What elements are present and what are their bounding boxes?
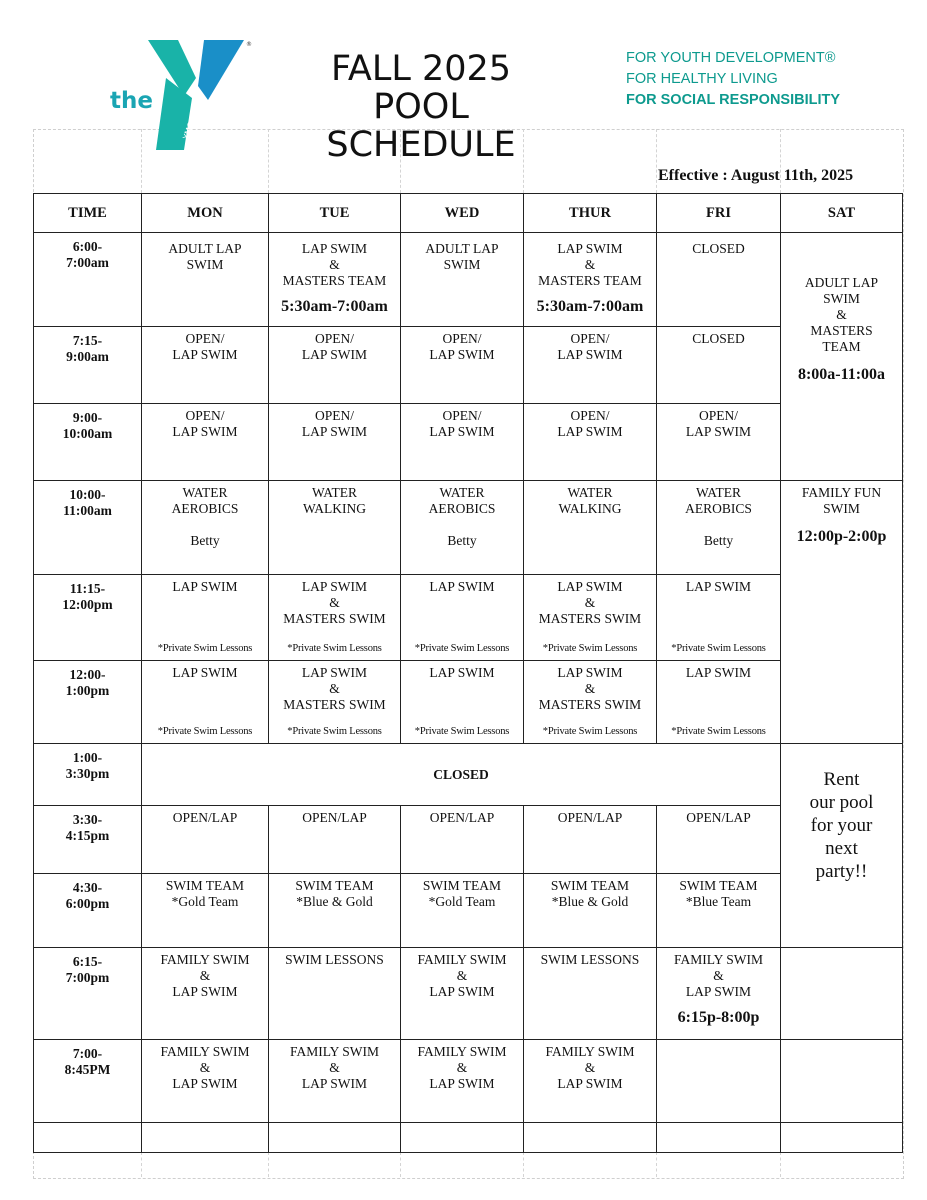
activity-text: OPEN/ LAP SWIM	[429, 331, 495, 362]
sat-activity: ADULT LAP SWIM & MASTERS TEAM	[804, 275, 879, 354]
header-fri: FRI	[657, 194, 781, 233]
guide-line	[523, 1152, 524, 1177]
time-slot: 6:15- 7:00pm	[34, 948, 142, 1040]
ymca-tagline	[626, 48, 840, 111]
table-row	[34, 744, 903, 806]
empty-cell	[269, 1123, 401, 1153]
header-sat: SAT	[781, 194, 903, 233]
time-slot: 3:30- 4:15pm	[34, 806, 142, 874]
table-row	[34, 233, 903, 327]
activity-text: FAMILY SWIM & LAP SWIM	[289, 1044, 380, 1091]
table-row	[34, 404, 903, 481]
table-row	[34, 575, 903, 661]
schedule-cell	[269, 327, 401, 404]
schedule-cell	[657, 575, 781, 661]
sat-block-midday	[781, 481, 903, 744]
table-row	[34, 327, 903, 404]
schedule-cell	[269, 575, 401, 661]
activity-text: CLOSED	[692, 241, 745, 256]
schedule-cell	[269, 481, 401, 575]
private-lessons-note: *Private Swim Lessons	[414, 726, 510, 737]
schedule-cell	[269, 661, 401, 744]
empty-cell	[524, 1123, 657, 1153]
schedule-cell	[269, 806, 401, 874]
activity-text: OPEN/LAP	[686, 810, 751, 825]
schedule-cell	[269, 948, 401, 1040]
schedule-cell	[269, 1040, 401, 1123]
activity-text: FAMILY SWIM & LAP SWIM	[160, 952, 250, 999]
logo-ymca-text: YMCA	[181, 116, 198, 141]
activity-text: ADULT LAP SWIM	[168, 241, 242, 272]
schedule-cell	[401, 661, 524, 744]
activity-text: SWIM TEAM *Blue & Gold	[550, 878, 630, 909]
schedule-cell	[269, 874, 401, 948]
activity-text: SWIM LESSONS	[540, 952, 640, 967]
schedule-cell	[524, 1040, 657, 1123]
schedule-cell	[781, 1040, 903, 1123]
schedule-cell	[657, 233, 781, 327]
activity-text: OPEN/LAP	[172, 810, 238, 825]
activity-time: 5:30am-7:00am	[536, 298, 644, 315]
activity-text: LAP SWIM & MASTERS TEAM	[538, 241, 642, 288]
header-wed: WED	[401, 194, 524, 233]
time-slot: 4:30- 6:00pm	[34, 874, 142, 948]
activity-text: OPEN/LAP	[302, 810, 367, 825]
table-row	[34, 481, 903, 575]
empty-cell	[657, 1123, 781, 1153]
schedule-cell	[401, 327, 524, 404]
title-line-3: SCHEDULE	[326, 125, 516, 165]
activity-text: LAP SWIM	[172, 579, 238, 594]
schedule-cell	[524, 806, 657, 874]
schedule-cell	[524, 481, 657, 575]
private-lessons-note: *Private Swim Lessons	[671, 726, 766, 737]
activity-text: LAP SWIM	[429, 579, 495, 594]
schedule-cell	[142, 1040, 269, 1123]
schedule-cell	[781, 948, 903, 1040]
empty-cell	[34, 1123, 142, 1153]
sat-activity-time: 8:00a-11:00a	[797, 366, 886, 383]
schedule-cell	[657, 948, 781, 1040]
schedule-cell	[142, 661, 269, 744]
activity-text: WATER AEROBICS Betty	[428, 485, 496, 548]
schedule-cell	[142, 806, 269, 874]
logo-y-right-arm	[198, 40, 244, 100]
schedule-cell	[524, 948, 657, 1040]
time-slot: 1:00- 3:30pm	[34, 744, 142, 806]
time-slot: 7:15- 9:00am	[34, 327, 142, 404]
activity-text: FAMILY SWIM & LAP SWIM	[545, 1044, 635, 1091]
header-time: TIME	[34, 194, 142, 233]
activity-text: OPEN/ LAP SWIM	[557, 408, 623, 439]
activity-text: LAP SWIM	[172, 665, 238, 680]
table-row	[34, 661, 903, 744]
activity-text: SWIM TEAM *Blue Team	[679, 878, 758, 909]
logo-the-text: the	[110, 88, 153, 114]
private-lessons-note: *Private Swim Lessons	[671, 643, 766, 654]
activity-text: OPEN/ LAP SWIM	[172, 331, 238, 362]
private-lessons-note: *Private Swim Lessons	[157, 643, 253, 654]
header-mon: MON	[142, 194, 269, 233]
activity-text: LAP SWIM & MASTERS TEAM	[282, 241, 387, 288]
closed-banner: CLOSED	[142, 744, 781, 806]
activity-text: SWIM TEAM *Gold Team	[422, 878, 502, 909]
header-thu: THUR	[524, 194, 657, 233]
svg-text:®: ®	[246, 41, 252, 48]
schedule-cell	[524, 874, 657, 948]
private-lessons-note: *Private Swim Lessons	[287, 726, 382, 737]
activity-text: WATER WALKING	[558, 485, 622, 516]
schedule-cell	[401, 575, 524, 661]
schedule-cell	[269, 404, 401, 481]
private-lessons-note: *Private Swim Lessons	[542, 643, 638, 654]
activity-text: LAP SWIM & MASTERS SWIM	[538, 665, 642, 712]
schedule-cell	[657, 874, 781, 948]
activity-text: ADULT LAP SWIM	[425, 241, 499, 272]
guide-line	[656, 129, 657, 193]
time-slot: 9:00- 10:00am	[34, 404, 142, 481]
table-row	[34, 948, 903, 1040]
schedule-cell	[657, 661, 781, 744]
activity-text: FAMILY SWIM & LAP SWIM	[417, 952, 507, 999]
activity-text: CLOSED	[692, 331, 745, 346]
activity-text: SWIM LESSONS	[285, 952, 384, 967]
schedule-cell	[142, 948, 269, 1040]
activity-text: FAMILY SWIM & LAP SWIM	[160, 1044, 250, 1091]
activity-text: OPEN/ LAP SWIM	[685, 408, 752, 439]
schedule-cell	[269, 233, 401, 327]
rent-pool-text: Rent our pool for your next party!!	[809, 769, 874, 882]
activity-text: FAMILY SWIM & LAP SWIM	[673, 952, 764, 999]
time-slot: 7:00- 8:45PM	[34, 1040, 142, 1123]
schedule-cell	[401, 1040, 524, 1123]
sat-rent-block	[781, 744, 903, 948]
pool-schedule-table	[33, 193, 903, 1153]
table-row	[34, 874, 903, 948]
guide-line	[656, 1152, 657, 1177]
header-row	[34, 194, 903, 233]
empty-cell	[781, 1123, 903, 1153]
guide-line	[400, 1152, 401, 1177]
schedule-cell	[524, 575, 657, 661]
activity-text: OPEN/ LAP SWIM	[172, 408, 238, 439]
sat-block-morning	[781, 233, 903, 481]
table-row	[34, 1040, 903, 1123]
schedule-cell	[401, 874, 524, 948]
schedule-cell	[657, 327, 781, 404]
private-lessons-note: *Private Swim Lessons	[542, 726, 638, 737]
time-slot: 12:00- 1:00pm	[34, 661, 142, 744]
schedule-cell	[657, 806, 781, 874]
sat-activity-time: 12:00p-2:00p	[796, 528, 887, 545]
activity-text: LAP SWIM	[429, 665, 495, 680]
activity-text: OPEN/ LAP SWIM	[557, 331, 623, 362]
time-slot: 10:00- 11:00am	[34, 481, 142, 575]
effective-date: Effective : August 11th, 2025	[658, 167, 854, 184]
schedule-cell	[524, 404, 657, 481]
schedule-cell	[142, 575, 269, 661]
guide-line	[780, 1152, 781, 1177]
activity-text: SWIM TEAM *Blue & Gold	[295, 878, 374, 909]
schedule-cell	[401, 806, 524, 874]
empty-cell	[142, 1123, 269, 1153]
activity-text: SWIM TEAM *Gold Team	[165, 878, 245, 909]
tagline-line: FOR HEALTHY LIVING	[626, 71, 778, 87]
schedule-cell	[657, 481, 781, 575]
activity-text: LAP SWIM	[685, 579, 752, 594]
sat-activity: FAMILY FUN SWIM	[801, 485, 882, 516]
schedule-cell	[524, 661, 657, 744]
private-lessons-note: *Private Swim Lessons	[414, 643, 510, 654]
schedule-cell	[524, 327, 657, 404]
private-lessons-note: *Private Swim Lessons	[157, 726, 253, 737]
guide-line	[141, 1152, 142, 1177]
time-slot: 11:15- 12:00pm	[34, 575, 142, 661]
guide-line	[268, 129, 269, 193]
activity-text: FAMILY SWIM & LAP SWIM	[417, 1044, 507, 1091]
title-line-2: POOL	[373, 87, 469, 127]
tagline-line: FOR YOUTH DEVELOPMENT®	[626, 50, 836, 66]
header-tue: TUE	[269, 194, 401, 233]
tagline-line: FOR SOCIAL RESPONSIBILITY	[626, 92, 841, 108]
private-lessons-note: *Private Swim Lessons	[287, 643, 382, 654]
time-slot: 6:00- 7:00am	[34, 233, 142, 327]
schedule-cell	[657, 404, 781, 481]
activity-time: 6:15p-8:00p	[677, 1009, 760, 1026]
activity-text: WATER WALKING	[303, 485, 366, 516]
schedule-cell	[524, 233, 657, 327]
table-row-empty	[34, 1123, 903, 1153]
activity-time: 5:30am-7:00am	[281, 298, 388, 315]
page-title	[296, 50, 546, 164]
activity-text: LAP SWIM & MASTERS SWIM	[283, 665, 386, 712]
activity-text: WATER AEROBICS Betty	[685, 485, 752, 548]
schedule-cell	[401, 404, 524, 481]
schedule-cell	[142, 481, 269, 575]
table-row	[34, 806, 903, 874]
schedule-cell	[142, 327, 269, 404]
schedule-cell	[142, 404, 269, 481]
activity-text: OPEN/ LAP SWIM	[301, 331, 368, 362]
activity-text: LAP SWIM & MASTERS SWIM	[283, 579, 386, 626]
schedule-cell	[401, 481, 524, 575]
schedule-cell	[401, 233, 524, 327]
schedule-cell	[142, 233, 269, 327]
activity-text: WATER AEROBICS Betty	[171, 485, 239, 548]
activity-text: OPEN/LAP	[429, 810, 495, 825]
guide-line	[268, 1152, 269, 1177]
schedule-cell	[401, 948, 524, 1040]
activity-text: OPEN/ LAP SWIM	[301, 408, 368, 439]
activity-text: OPEN/ LAP SWIM	[429, 408, 495, 439]
activity-text: OPEN/LAP	[557, 810, 623, 825]
activity-text: LAP SWIM	[685, 665, 752, 680]
title-line-1: FALL 2025	[330, 49, 512, 89]
activity-text: LAP SWIM & MASTERS SWIM	[538, 579, 642, 626]
schedule-cell	[142, 874, 269, 948]
empty-cell	[401, 1123, 524, 1153]
schedule-cell	[657, 1040, 781, 1123]
